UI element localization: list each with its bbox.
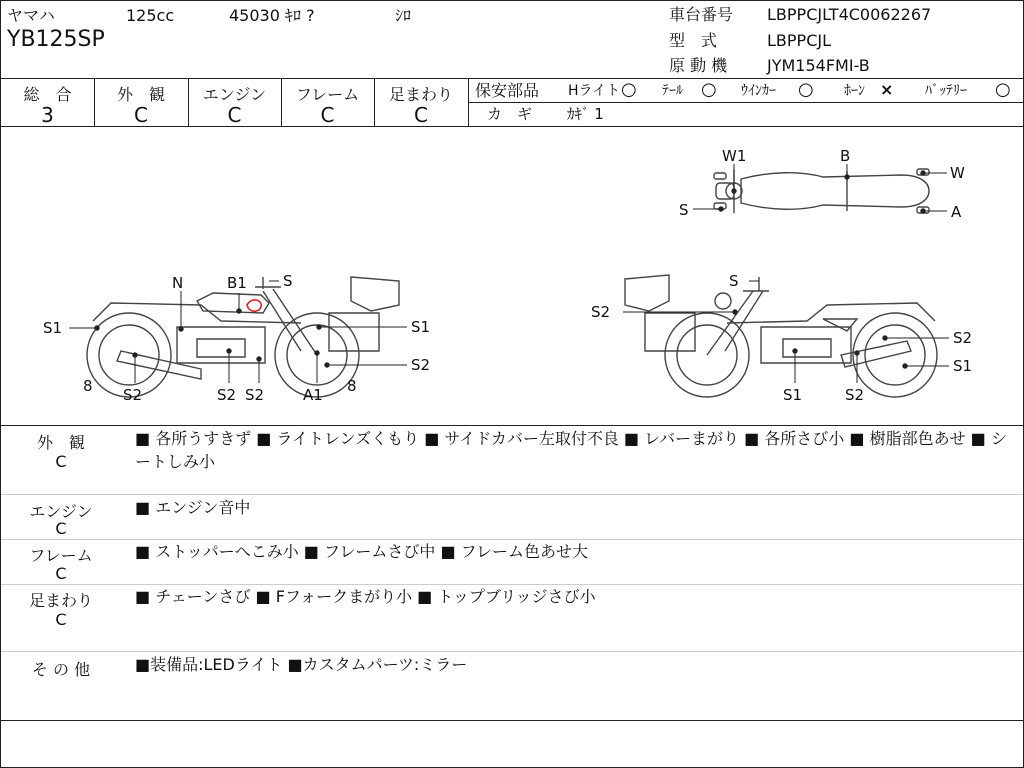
- section-other-label: そ の 他: [31, 660, 91, 679]
- frame-number-label: 車台番号: [669, 5, 734, 24]
- section-divider: [1, 651, 1023, 652]
- safety-winker-mark: ○: [798, 79, 814, 100]
- body-color: ｼﾛ: [395, 6, 412, 25]
- score-exterior-label: 外 観: [116, 85, 165, 104]
- label-a1: A1: [303, 386, 323, 404]
- safety-headlight-mark: ○: [621, 79, 637, 100]
- key-value: ｶｷﾞ 1: [567, 105, 604, 123]
- score-divider: [468, 78, 469, 126]
- score-engine-label: エンジン: [202, 85, 267, 104]
- model-type: LBPPCJL: [767, 31, 831, 50]
- safety-horn-mark: ×: [880, 80, 894, 99]
- section-other-text: ■装備品:LEDライト ■カスタムパーツ:ミラー: [135, 655, 468, 674]
- label-s2-step: S2: [245, 386, 265, 404]
- key-label: カ ギ: [487, 105, 533, 123]
- score-table-mid-rule: [468, 102, 1023, 103]
- safety-battery-mark: ○: [995, 79, 1011, 100]
- label-s2-rear-right: S2: [953, 329, 973, 347]
- safety-headlight-label: Hライト: [568, 83, 621, 99]
- label-s1-engine-right: S1: [783, 386, 803, 404]
- right-side-bike-icon: [625, 275, 937, 397]
- label-s-left: S: [283, 272, 293, 290]
- label-s2-box: S2: [591, 303, 611, 321]
- section-frame-label: フレーム: [29, 546, 93, 565]
- label-s-top: S: [679, 201, 689, 219]
- section-exterior-grade: C: [55, 452, 67, 471]
- safety-battery-label: ﾊﾞｯﾃﾘｰ: [925, 83, 967, 99]
- label-s2-engine: S2: [217, 386, 237, 404]
- details-top-rule: [1, 425, 1023, 426]
- section-suspension-grade: C: [55, 610, 67, 629]
- label-s1-rear-right: S1: [953, 357, 973, 375]
- label-w: W: [950, 164, 965, 182]
- safety-winker-label: ｳｲﾝｶｰ: [741, 83, 776, 99]
- label-w1: W1: [722, 147, 747, 165]
- safety-taillight-label: ﾃｰﾙ: [662, 83, 683, 99]
- section-suspension-text: ■ チェーンさび ■ Fフォークまがり小 ■ トップブリッジさび小: [135, 587, 596, 606]
- section-engine-text: ■ エンジン音中: [135, 498, 251, 517]
- damage-mark-icon: [247, 300, 261, 311]
- section-frame-text: ■ ストッパーへこみ小 ■ フレームさび中 ■ フレーム色あせ大: [135, 542, 589, 561]
- label-s-right: S: [729, 272, 739, 290]
- displacement: 125cc: [126, 6, 175, 25]
- section-divider: [1, 494, 1023, 495]
- score-overall-grade: 3: [41, 103, 54, 127]
- section-exterior-text: ■ 各所うすきず ■ ライトレンズくもり ■ サイドカバー左取付不良 ■ レバーまがり ■ 各所さび小 ■ 樹脂部色あせ ■ シートしみ小: [135, 429, 1007, 471]
- label-s2-front: S2: [411, 356, 431, 374]
- section-exterior-label: 外 観: [36, 433, 85, 452]
- section-suspension-label: 足まわり: [28, 591, 93, 610]
- frame-number: LBPPCJLT4C0062267: [767, 5, 932, 24]
- label-s2-muffler-right: S2: [845, 386, 865, 404]
- score-engine-grade: C: [227, 103, 242, 127]
- score-frame-grade: C: [320, 103, 335, 127]
- label-8-front: 8: [347, 377, 357, 395]
- safety-taillight-mark: ○: [701, 79, 717, 100]
- label-s2-muffler: S2: [123, 386, 143, 404]
- label-s1-front: S1: [411, 318, 431, 336]
- label-8-rear: 8: [83, 377, 93, 395]
- label-a: A: [951, 203, 962, 221]
- score-overall-label: 総 合: [23, 85, 72, 104]
- score-suspension-label: 足まわり: [388, 85, 453, 104]
- safety-parts-label: 保安部品: [475, 81, 540, 100]
- score-exterior-grade: C: [134, 103, 148, 127]
- label-n: N: [172, 274, 184, 292]
- safety-horn-label: ﾎｰﾝ: [844, 83, 865, 99]
- score-suspension-grade: C: [414, 103, 428, 127]
- score-table-top-rule: [1, 78, 1023, 79]
- section-engine-label: エンジン: [29, 502, 93, 521]
- score-frame-label: フレーム: [295, 85, 360, 104]
- engine-model: JYM154FMI-B: [767, 56, 870, 75]
- section-frame-grade: C: [55, 564, 67, 583]
- label-s1-rear: S1: [43, 319, 63, 337]
- top-view-bike-icon: [714, 169, 929, 213]
- model-type-label: 型 式: [669, 31, 718, 50]
- details-bottom-rule: [1, 720, 1023, 721]
- maker-name: ヤマハ: [7, 6, 55, 25]
- model-name: YB125SP: [7, 27, 105, 52]
- mileage: 45030 ｷﾛ ?: [229, 6, 315, 25]
- damage-diagram: [1, 127, 1023, 425]
- label-b1: B1: [227, 274, 247, 292]
- section-engine-grade: C: [55, 519, 67, 538]
- engine-model-label: 原 動 機: [669, 56, 728, 75]
- label-b: B: [840, 147, 851, 165]
